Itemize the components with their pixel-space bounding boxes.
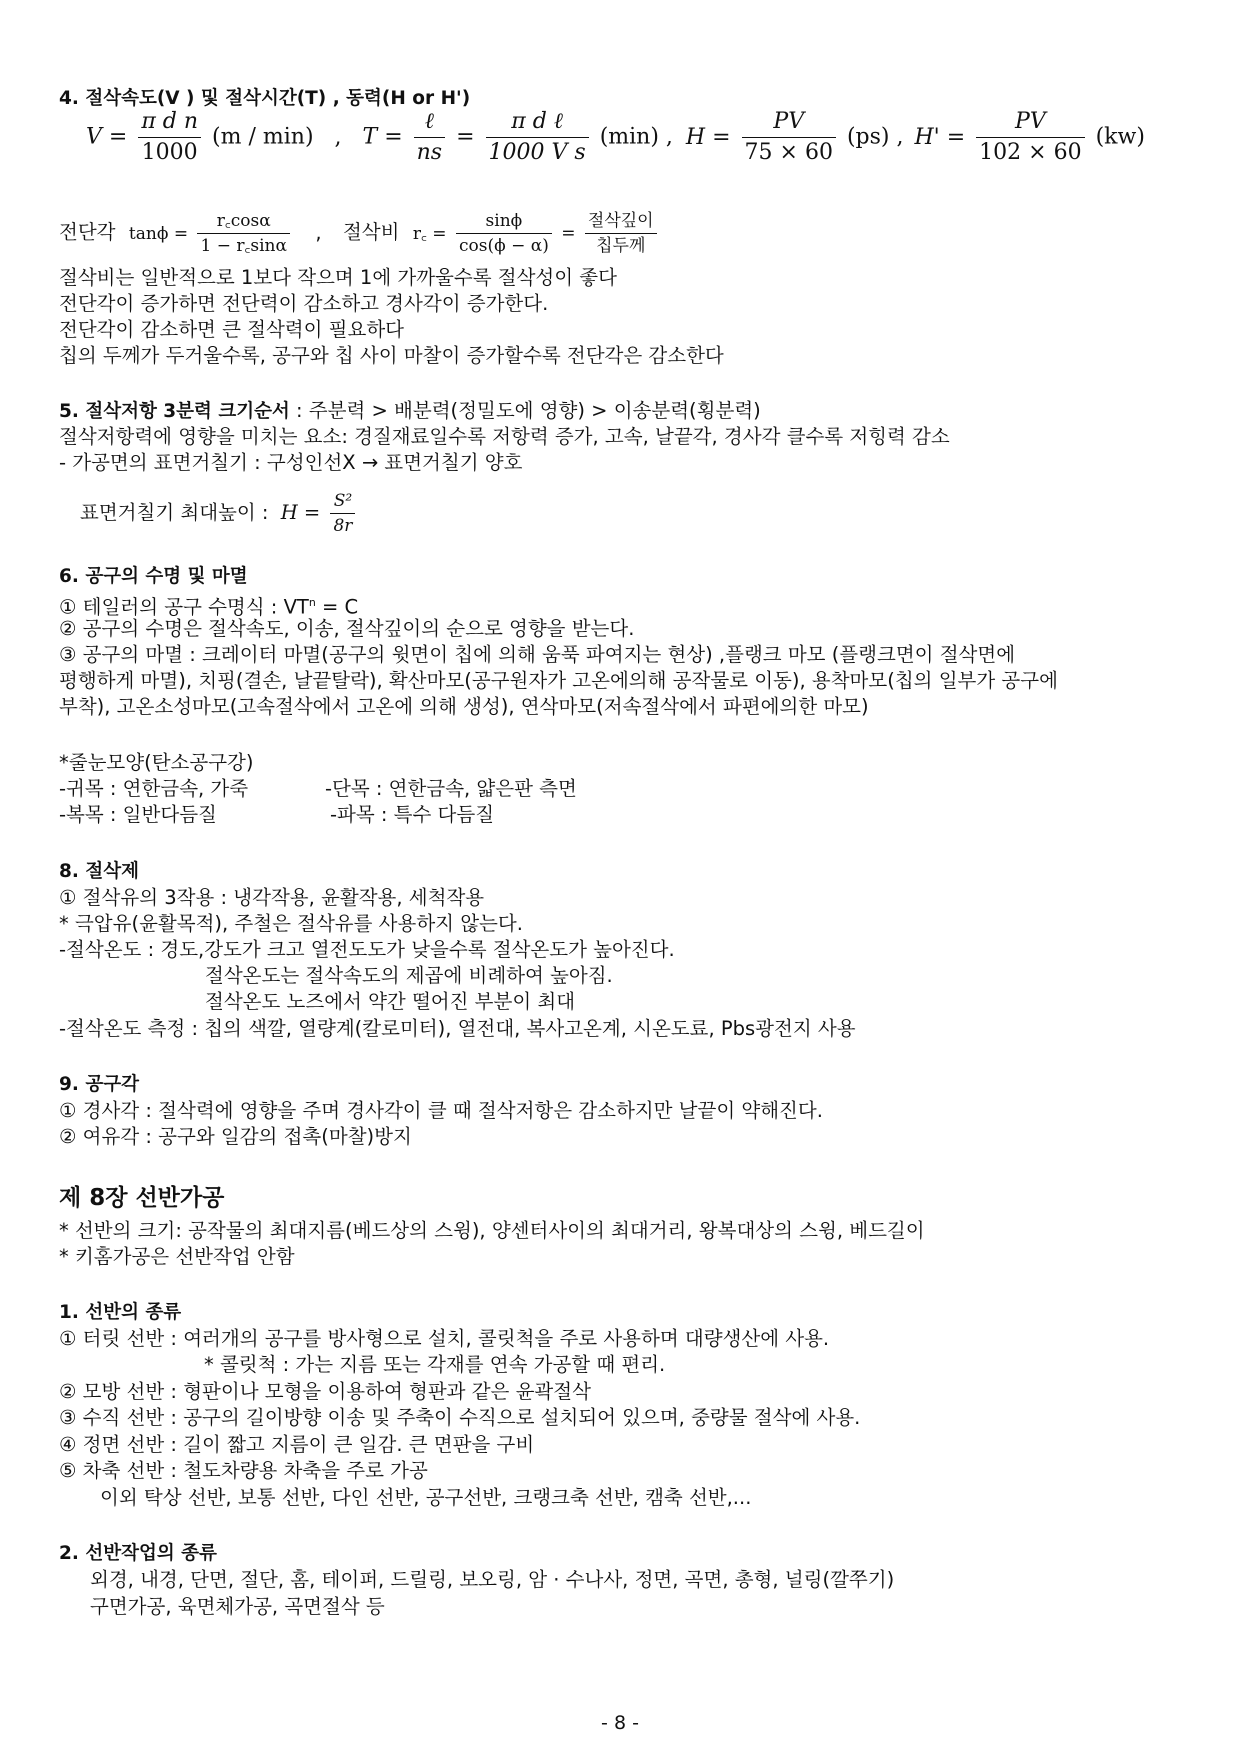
- file-pattern-row-1-left: -귀목 : 연한금속, 가죽: [59, 777, 249, 800]
- taylor-exponent: n: [308, 596, 316, 609]
- h-denominator: 75 × 60: [744, 140, 833, 165]
- lathe-types-line-3: ② 모방 선반 : 형판이나 모형을 이용하여 형판과 같은 윤곽절삭: [59, 1380, 591, 1403]
- section5-line-2: - 가공면의 표면거칠기 : 구성인선X → 표면거칠기 양호: [59, 451, 523, 474]
- section8-line-4: 절삭온도는 절삭속도의 제곱에 비례하여 높아짐.: [205, 964, 613, 987]
- v-unit: (m / min): [212, 124, 314, 150]
- roughness-label: 표면거칠기 최대높이 :: [80, 501, 269, 524]
- h2-fraction: [976, 107, 1084, 168]
- lathe-types-line-5: ④ 정면 선반 : 길이 짧고 지름이 큰 일감. 큰 면판을 구비: [59, 1433, 535, 1456]
- h2-left: H' =: [914, 124, 966, 150]
- t-numerator-2: π d ℓ: [486, 107, 589, 138]
- section8-line-6: -절삭온도 측정 : 칩의 색깔, 열량계(칼로미터), 열전대, 복사고온계, 시온도료, Pbs광전지 사용: [59, 1017, 856, 1040]
- h-numerator: PV: [742, 107, 836, 138]
- section5-line-1: 절삭저항력에 영향을 미치는 요소: 경질재료일수록 저항력 증가, 고속, 날끝각, 경사각 클수록 저힝력 감소: [59, 425, 950, 448]
- tan-fraction: [197, 209, 289, 258]
- section4-line-3: 전단각이 감소하면 큰 절삭력이 필요하다: [59, 318, 405, 341]
- roughness-fraction: [330, 489, 355, 538]
- roughness-denominator: 8r: [333, 516, 353, 536]
- lathe-types-line-2: * 콜릿척 : 가는 지름 또는 각재를 연속 가공할 때 편리.: [204, 1353, 666, 1376]
- h2-denominator: 102 × 60: [979, 140, 1082, 165]
- chapter8-heading: 제 8장 선반가공: [59, 1185, 225, 1211]
- section9-line-1: ① 경사각 : 절삭력에 영향을 주며 경사각이 클 때 절삭저항은 감소하지만 날끝이 약해진다.: [59, 1099, 823, 1122]
- section6-line-2: ③ 공구의 마멸 : 크레이터 마멸(공구의 윗면이 칩에 의해 움푹 파여지는 현상) ,플랭크 마모 (플랭크면이 절삭면에: [59, 643, 1016, 666]
- chapter8-line-1: * 선반의 크기: 공작물의 최대지름(베드상의 스윙), 양센터사이의 최대거리, 왕복대상의 스윙, 베드길이: [59, 1219, 925, 1242]
- rc-fraction-2: [585, 209, 657, 258]
- cutting-formula-row: [86, 107, 1145, 168]
- section6-heading: 6. 공구의 수명 및 마멸: [59, 566, 248, 587]
- roughness-left: H =: [280, 501, 321, 524]
- t-left: T =: [362, 124, 403, 150]
- rc-left: r꜀ =: [412, 223, 447, 244]
- h-left: H =: [685, 124, 731, 150]
- rc-equals: =: [561, 223, 576, 244]
- taylor-text: ① 테일러의 공구 수명식 : VT: [59, 595, 309, 619]
- tan-denominator: 1 − r꜀sinα: [200, 236, 287, 256]
- roughness-formula-row: [80, 483, 359, 543]
- lathe-work-line-2: 구면가공, 육면체가공, 곡면절삭 등: [90, 1595, 385, 1618]
- tan-numerator: r꜀cosα: [197, 209, 289, 234]
- roughness-numerator: S²: [330, 489, 355, 514]
- v-numerator: π d n: [138, 107, 201, 138]
- page-number: - 8 -: [601, 1712, 639, 1734]
- lathe-types-line-6: ⑤ 차축 선반 : 철도차량용 차축을 주로 가공: [59, 1459, 428, 1482]
- h2-numerator: PV: [976, 107, 1084, 138]
- section6-line-1: ② 공구의 수명은 절삭속도, 이송, 절삭깊이의 순으로 영향을 받는다.: [59, 617, 635, 640]
- h-unit: (ps) ,: [846, 124, 904, 150]
- v-fraction: [138, 107, 201, 168]
- t-denominator-1: ns: [416, 140, 443, 165]
- chip-thickness: 칩두께: [596, 236, 646, 256]
- v-denominator: 1000: [141, 140, 198, 165]
- shear-angle-label: 전단각: [59, 220, 116, 244]
- rc-numerator: sinϕ: [456, 209, 552, 234]
- section4-line-4: 칩의 두께가 두거울수록, 공구와 칩 사이 마찰이 증가할수록 전단각은 감소한다: [59, 344, 724, 367]
- tan-left: tanϕ =: [128, 223, 189, 244]
- shear-separator: ,: [315, 220, 322, 244]
- t-denominator-2: 1000 V s: [488, 140, 586, 165]
- rc-denominator: cos(ϕ − α): [458, 236, 549, 256]
- t-fraction-2: [486, 107, 589, 168]
- depth-of-cut: 절삭깊이: [585, 209, 657, 234]
- section8-line-3: -절삭온도 : 경도,강도가 크고 열전도도가 낮을수록 절삭온도가 높아진다.: [59, 938, 675, 961]
- section9-heading: 9. 공구각: [59, 1074, 139, 1095]
- section5-heading-line: [59, 398, 761, 425]
- lathe-types-line-4: ③ 수직 선반 : 공구의 길이방향 이송 및 주축이 수직으로 설치되어 있으며, 중량물 절삭에 사용.: [59, 1406, 861, 1429]
- section5-heading: 5. 절삭저항 3분력 크기순서: [59, 401, 290, 422]
- h-fraction: [742, 107, 836, 168]
- lathe-types-heading: 1. 선반의 종류: [59, 1302, 182, 1323]
- lathe-types-line-7: 이외 탁상 선반, 보통 선반, 다인 선반, 공구선반, 크랭크축 선반, 캠축 선반,...: [100, 1486, 752, 1509]
- shear-formula-row: [59, 209, 661, 258]
- section8-line-2: * 극압유(윤활목적), 주철은 절삭유를 사용하지 않는다.: [59, 912, 523, 935]
- lathe-work-line-1: 외경, 내경, 단면, 절단, 홈, 테이퍼, 드릴링, 보오링, 암 · 수나사, 정면, 곡면, 총형, 널링(깔쭈기): [90, 1568, 895, 1591]
- formula-separator: ,: [334, 124, 342, 150]
- file-pattern-row-2-left: -복목 : 일반다듬질: [59, 803, 217, 826]
- h2-unit: (kw): [1095, 124, 1145, 150]
- file-pattern-row-2-right: -파목 : 특수 다듬질: [330, 803, 495, 826]
- chapter8-line-2: * 키홈가공은 선반작업 안함: [59, 1245, 295, 1268]
- section8-line-1: ① 절삭유의 3작용 : 냉각작용, 윤활작용, 세척작용: [59, 886, 485, 909]
- section8-line-5: 절삭온도 노즈에서 약간 떨어진 부분이 최대: [205, 990, 576, 1013]
- section8-heading: 8. 절삭제: [59, 861, 139, 882]
- section6-line-4: 부착), 고온소성마모(고속절삭에서 고온에 의해 생성), 연삭마모(저속절삭에서 파편에의한 마모): [59, 695, 869, 718]
- t-unit: (min) ,: [599, 124, 673, 150]
- section9-line-2: ② 여유각 : 공구와 일감의 접촉(마찰)방지: [59, 1125, 412, 1148]
- cutting-ratio-label: 절삭비: [342, 220, 400, 244]
- t-fraction-1: [414, 107, 445, 168]
- lathe-work-heading: 2. 선반작업의 종류: [59, 1543, 217, 1564]
- t-numerator-1: ℓ: [414, 107, 445, 138]
- section4-line-1: 절삭비는 일반적으로 1보다 작으며 1에 가까울수록 절삭성이 좋다: [59, 266, 617, 289]
- t-equals: =: [456, 124, 475, 150]
- section4-line-2: 전단각이 증가하면 전단력이 감소하고 경사각이 증가한다.: [59, 292, 549, 315]
- file-pattern-row-1-right: -단목 : 연한금속, 얇은판 측면: [325, 777, 577, 800]
- file-pattern-title: *줄눈모양(탄소공구강): [59, 751, 254, 774]
- section4-heading: 4. 절삭속도(V ) 및 절삭시간(T) , 동력(H or H'): [59, 88, 471, 109]
- v-left: V =: [86, 124, 128, 150]
- taylor-rest: = C: [315, 595, 359, 619]
- section5-heading-rest: : 주분력 > 배분력(정밀도에 영향) > 이송분력(횡분력): [289, 399, 761, 422]
- lathe-types-line-1: ① 터릿 선반 : 여러개의 공구를 방사형으로 설치, 콜릿척을 주로 사용하며 대량생산에 사용.: [59, 1327, 830, 1350]
- section6-line-3: 평행하게 마멸), 치핑(결손, 날끝탈락), 확산마모(공구원자가 고온에의해 공작물로 이동), 용착마모(칩의 일부가 공구에: [59, 669, 1058, 692]
- rc-fraction: [456, 209, 552, 258]
